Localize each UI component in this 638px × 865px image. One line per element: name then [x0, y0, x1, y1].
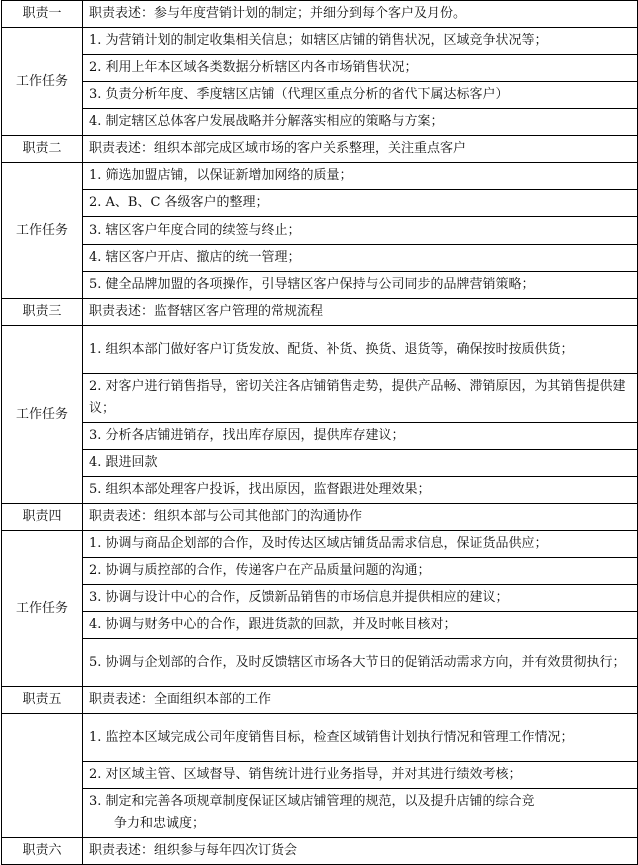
task-item: 1. 组织本部门做好客户订货发放、配货、补货、换货、退货等，确保按时按质供货；	[83, 326, 638, 374]
task-row	[2, 28, 638, 55]
task-item: 2. 对客户进行销售指导，密切关注各店铺销售走势，提供产品畅、滞销原因，为其销售提供建议；	[83, 374, 638, 423]
task-item: 3. 协调与设计中心的合作，反馈新品销售的市场信息并提供相应的建议；	[83, 585, 638, 612]
task-item: 4. 辖区客户开店、撤店的统一管理；	[83, 245, 638, 272]
task-label: 工作任务	[2, 531, 83, 687]
duty-label: 职责五	[2, 687, 83, 714]
task-item: 4. 跟进回款	[83, 450, 638, 477]
task-item: 2. A、B、C 各级客户的整理；	[83, 190, 638, 217]
task-row	[2, 82, 638, 109]
task-label: 工作任务	[2, 163, 83, 299]
task-row	[2, 217, 638, 245]
task-row	[2, 190, 638, 217]
task-row	[2, 450, 638, 477]
task-row	[2, 585, 638, 612]
task-label: 工作任务	[2, 326, 83, 504]
duty-header-row	[2, 504, 638, 531]
duty-label: 职责三	[2, 299, 83, 326]
task-row	[2, 612, 638, 639]
duty-label: 职责二	[2, 136, 83, 163]
task-item: 4. 制定辖区总体客户发展战略并分解落实相应的策略与方案；	[83, 109, 638, 136]
task-item: 3. 分析各店铺进销存，找出库存原因，提供库存建议；	[83, 423, 638, 450]
task-item-continuation: 争力和忠诚度；	[114, 816, 206, 831]
task-item: 2. 对区域主管、区域督导、销售统计进行业务指导，并对其进行绩效考核；	[83, 762, 638, 789]
duty-description: 职责表述：参与年度营销计划的制定；并细分到每个客户及月份。	[83, 1, 638, 28]
task-row	[2, 163, 638, 190]
task-item: 5. 协调与企划部的合作，及时反馈辖区市场各大节日的促销活动需求方向，并有效贯彻执行；	[83, 639, 638, 687]
task-item: 2. 利用上年本区域各类数据分析辖区内各市场销售状况；	[83, 55, 638, 82]
task-item: 1. 筛选加盟店铺，以保证新增加网络的质量；	[83, 163, 638, 190]
task-row	[2, 558, 638, 585]
task-item: 1. 监控本区域完成公司年度销售目标，检查区域销售计划执行情况和管理工作情况；	[83, 714, 638, 762]
duty-header-row	[2, 687, 638, 714]
task-row	[2, 477, 638, 504]
task-row	[2, 55, 638, 82]
duty-description: 职责表述：监督辖区客户管理的常规流程	[83, 299, 638, 326]
task-row	[2, 762, 638, 789]
task-row	[2, 374, 638, 423]
duty-label: 职责四	[2, 504, 83, 531]
duty-header-row	[2, 136, 638, 163]
duty-description: 职责表述：组织本部与公司其他部门的沟通协作	[83, 504, 638, 531]
duty-label: 职责六	[2, 838, 83, 865]
task-label	[2, 714, 83, 838]
task-row	[2, 714, 638, 762]
task-item: 1. 为营销计划的制定收集相关信息；如辖区店铺的销售状况，区域竞争状况等；	[83, 28, 638, 55]
task-item	[83, 789, 638, 838]
duty-header-row	[2, 299, 638, 326]
duty-header-row	[2, 1, 638, 28]
task-row	[2, 789, 638, 838]
task-row	[2, 639, 638, 687]
duty-header-row	[2, 838, 638, 865]
duty-description: 职责表述：组织参与每年四次订货会	[83, 838, 638, 865]
task-row	[2, 109, 638, 136]
task-item: 5. 健全品牌加盟的各项操作，引导辖区客户保持与公司同步的品牌营销策略；	[83, 272, 638, 299]
task-row	[2, 245, 638, 272]
task-row	[2, 272, 638, 299]
task-row	[2, 423, 638, 450]
task-item: 5. 组织本部处理客户投诉，找出原因，监督跟进处理效果；	[83, 477, 638, 504]
task-label: 工作任务	[2, 28, 83, 136]
task-item: 1. 协调与商品企划部的合作，及时传达区域店铺货品需求信息，保证货品供应；	[83, 531, 638, 558]
duty-table	[1, 0, 638, 865]
task-row	[2, 326, 638, 374]
task-item: 3. 辖区客户年度合同的续签与终止；	[83, 217, 638, 245]
duty-description: 职责表述：全面组织本部的工作	[83, 687, 638, 714]
task-item: 2. 协调与质控部的合作，传递客户在产品质量问题的沟通；	[83, 558, 638, 585]
task-item: 3. 负责分析年度、季度辖区店铺（代理区重点分析的省代下属达标客户）	[83, 82, 638, 109]
task-row	[2, 531, 638, 558]
duty-description: 职责表述：组织本部完成区域市场的客户关系整理，关注重点客户	[83, 136, 638, 163]
duty-label: 职责一	[2, 1, 83, 28]
task-item: 4. 协调与财务中心的合作，跟进货款的回款，并及时帐目核对；	[83, 612, 638, 639]
task-item-line: 3. 制定和完善各项规章制度保证区域店铺管理的规范，以及提升店铺的综合竞	[89, 794, 535, 809]
